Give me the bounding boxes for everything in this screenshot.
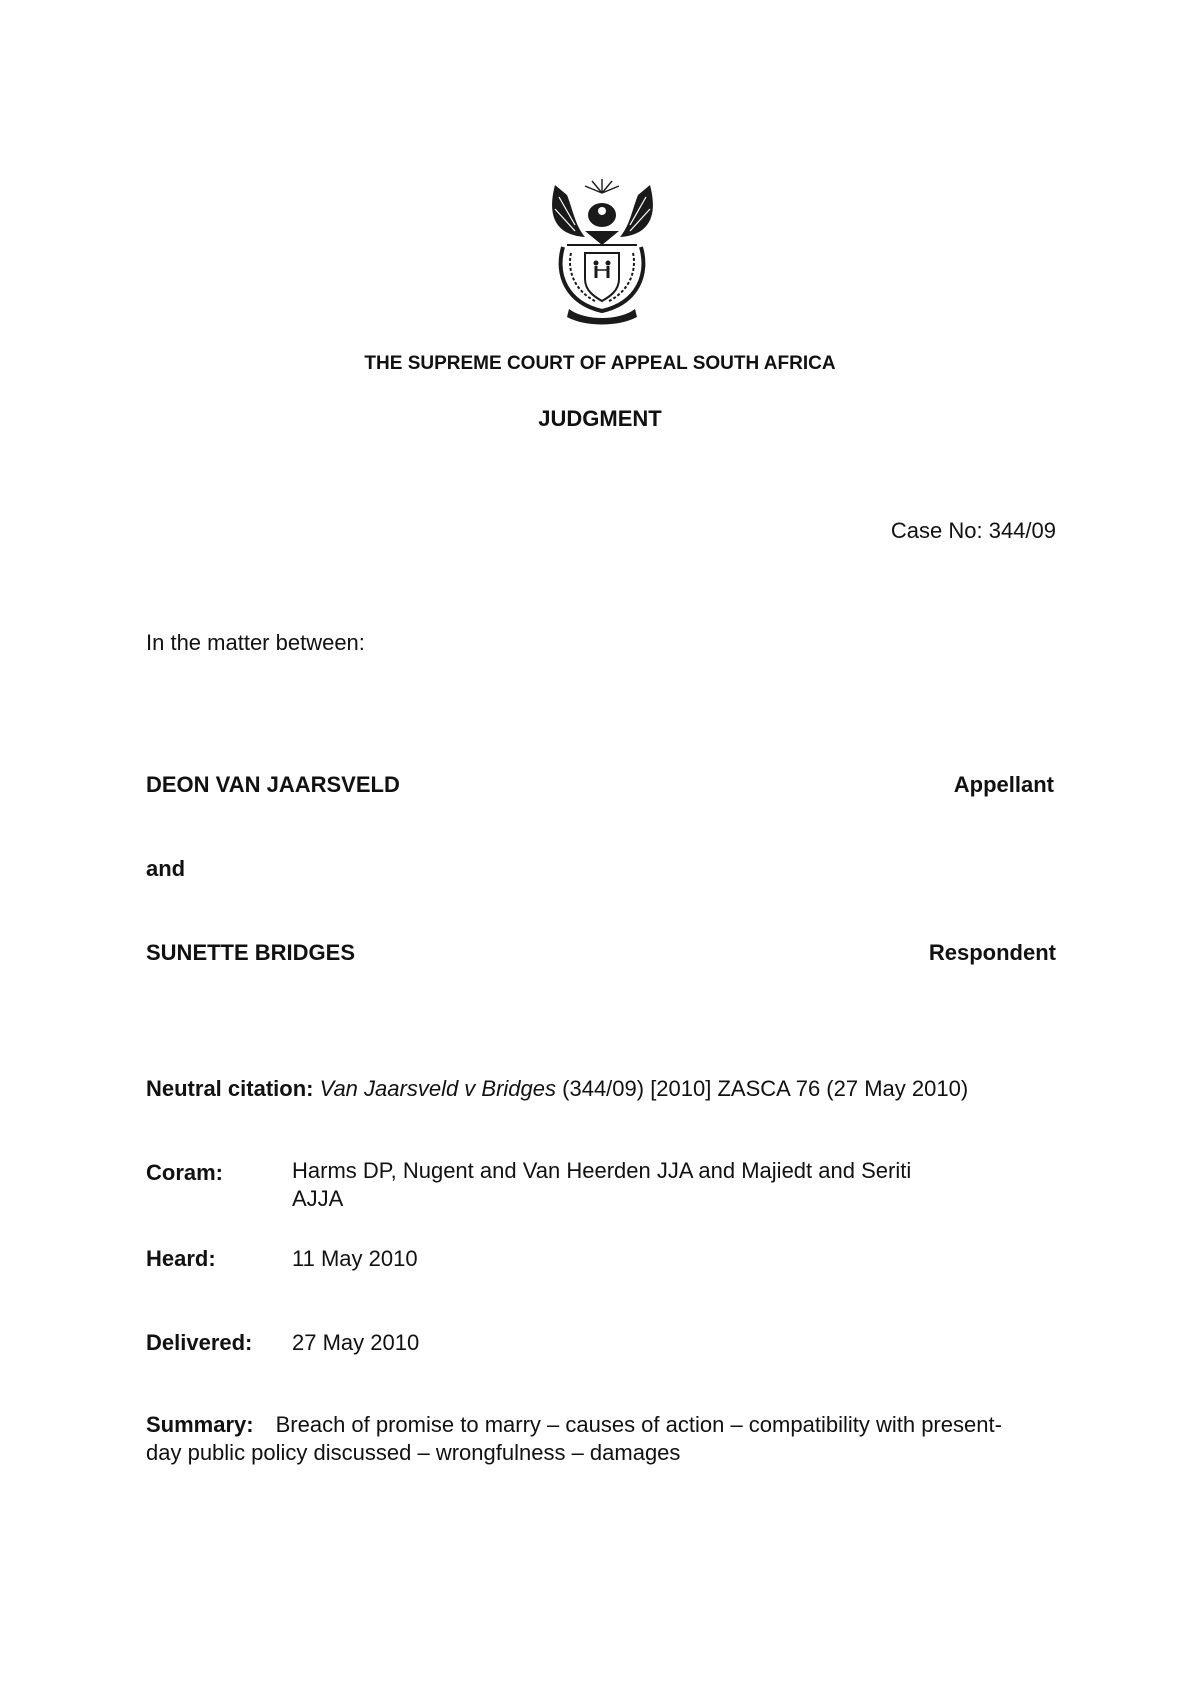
coat-of-arms-emblem — [545, 175, 660, 325]
coram-label: Coram: — [146, 1160, 224, 1185]
appellant-name: DEON VAN JAARSVELD — [146, 772, 400, 797]
neutral-citation — [146, 1076, 968, 1102]
appellant-role: Appellant — [953, 772, 1054, 797]
heard-label: Heard: — [146, 1246, 216, 1271]
document-title: JUDGMENT — [538, 406, 662, 431]
summary — [146, 1411, 1026, 1467]
coram-value: Harms DP, Nugent and Van Heerden JJA and Majiedt and Seriti AJJA — [292, 1158, 912, 1211]
case-number: Case No: 344/09 — [890, 518, 1056, 543]
citation-label: Neutral citation: — [146, 1076, 314, 1101]
delivered-label: Delivered: — [146, 1330, 253, 1355]
delivered-value: 27 May 2010 — [292, 1330, 420, 1355]
summary-value: Breach of promise to marry – causes of action – compatibility with present-day public policy discussed – wrongfulness – damages — [146, 1412, 1002, 1465]
matter-intro: In the matter between: — [146, 630, 365, 655]
party-conjunction: and — [146, 856, 186, 881]
respondent-role: Respondent — [928, 940, 1056, 965]
citation-case-name: Van Jaarsveld v Bridges — [319, 1076, 557, 1101]
citation-reference: (344/09) [2010] ZASCA 76 (27 May 2010) — [562, 1076, 969, 1101]
summary-label: Summary: — [146, 1412, 254, 1437]
respondent-name: SUNETTE BRIDGES — [146, 940, 356, 965]
heard-value: 11 May 2010 — [292, 1246, 418, 1271]
court-name: THE SUPREME COURT OF APPEAL SOUTH AFRICA — [364, 353, 836, 374]
